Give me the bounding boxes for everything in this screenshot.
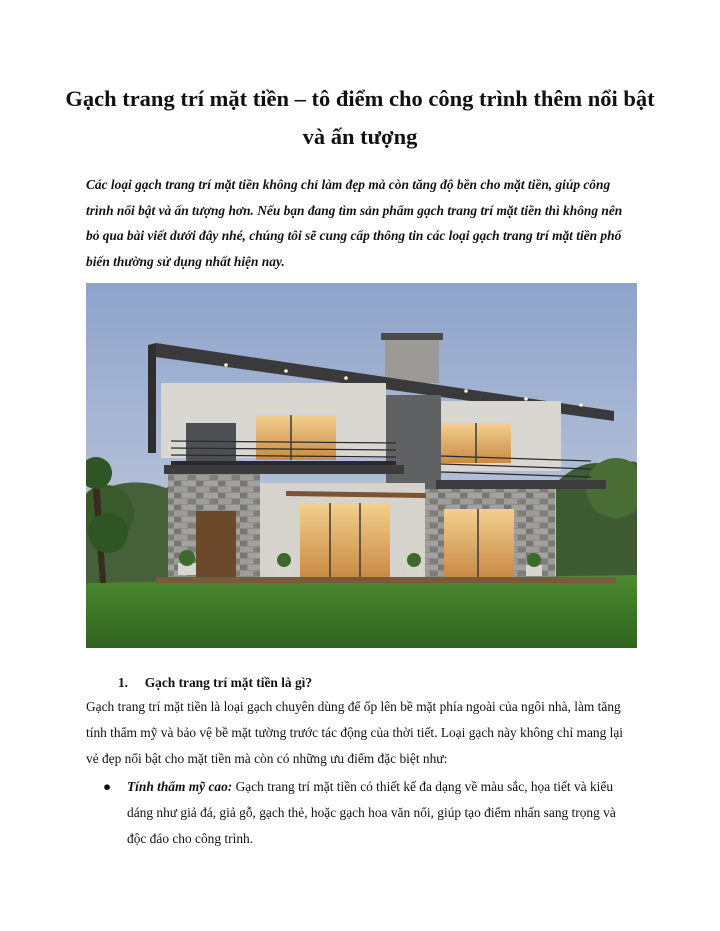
bullet-icon: ● (103, 779, 112, 794)
section-number: 1. (117, 675, 128, 690)
section-heading-text: Gạch trang trí mặt tiền là gì? (144, 675, 313, 690)
article-title: Gạch trang trí mặt tiền – tô điểm cho công trình thêm nổi bật và ấn tượng (65, 86, 655, 149)
list-item-body: Gạch trang trí mặt tiền có thiết kế đa dạng về màu sắc, họa tiết và kiểu dáng như giả đá, giả gỗ, gạch thẻ, hoặc gạch hoa văn nổi, giúp tạo điểm nhấn sang trọng và độc đáo cho công trình. (127, 779, 616, 846)
section-body: Gạch trang trí mặt tiền là loại gạch chuyên dùng để ốp lên bề mặt phía ngoài của ngôi nhà, làm tăng tính thẩm mỹ và bảo vệ bề mặt tường trước tác động của thời tiết. Loại gạch này không chỉ mang lại vẻ đẹp nổi bật cho mặt tiền mà còn có những ưu điểm đặc biệt như: (86, 699, 624, 766)
list-item-text (127, 774, 638, 851)
house-facade-image (86, 283, 637, 648)
article-intro: Các loại gạch trang trí mặt tiền không chỉ làm đẹp mà còn tăng độ bền cho mặt tiền, giúp công trình nổi bật và ấn tượng hơn. Nếu bạn đang tìm sản phẩm gạch trang trí mặt tiền thì không nên bỏ qua bài viết dưới đây nhé, chúng tôi sẽ cung cấp thông tin các loại gạch trang trí mặt tiền phổ biến thường sử dụng nhất hiện nay. (86, 177, 623, 269)
section-heading (86, 672, 312, 694)
list-item (86, 774, 638, 851)
list-item-label: Tính thẩm mỹ cao: (127, 779, 233, 794)
